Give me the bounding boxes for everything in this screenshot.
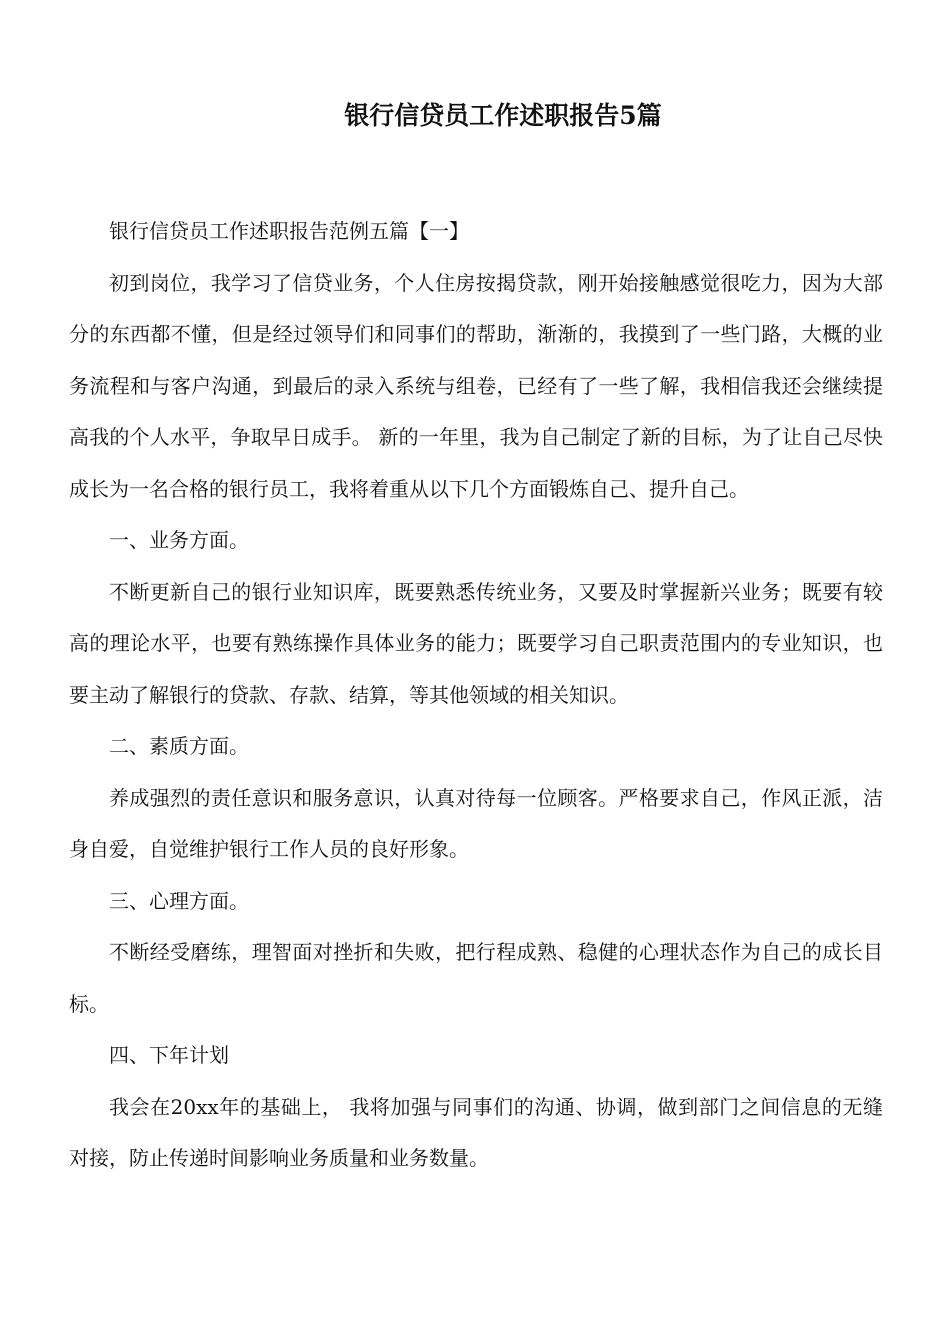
section-heading: 银行信贷员工作述职报告范例五篇【一】	[109, 219, 469, 243]
paragraph: 不断经受磨练，理智面对挫折和失败，把行程成熟、稳健的心理状态作为自己的成长目标。	[69, 940, 883, 1016]
paragraph: 养成强烈的责任意识和服务意识，认真对待每一位顾客。严格要求自己，作风正派，洁身自爱，自觉维护银行工作人员的良好形象。	[69, 785, 883, 861]
paragraph: 不断更新自己的银行业知识库，既要熟悉传统业务，又要及时掌握新兴业务；既要有较高的理论水平，也要有熟练操作具体业务的能力；既要学习自己职责范围内的专业知识，也要主动了解银行的贷款、存款、结算，等其他领域的相关知识。	[69, 579, 883, 707]
section-heading: 一、业务方面。	[109, 528, 249, 552]
document-body	[69, 206, 883, 1185]
section-heading: 二、素质方面。	[109, 734, 249, 758]
paragraph: 我会在20xx年的基础上， 我将加强与同事们的沟通、协调，做到部门之间信息的无缝对接，防止传递时间影响业务质量和业务数量。	[69, 1094, 883, 1170]
section-heading: 四、下年计划	[109, 1043, 229, 1067]
paragraph: 初到岗位，我学习了信贷业务，个人住房按揭贷款，刚开始接触感觉很吃力，因为大部分的东西都不懂，但是经过领导们和同事们的帮助，渐渐的，我摸到了一些门路，大概的业务流程和与客户沟通，到最后的录入系统与组卷，已经有了一些了解，我相信我还会继续提高我的个人水平，争取早日成手。 新的一年里，我为自己制定了新的目标，为了让自己尽快成长为一名合格的银行员工，我将着重从以下几个方面锻炼自己、提升自己。	[69, 270, 883, 501]
document-title: 银行信贷员工作述职报告5篇	[344, 101, 662, 130]
section-heading: 三、心理方面。	[109, 888, 249, 913]
